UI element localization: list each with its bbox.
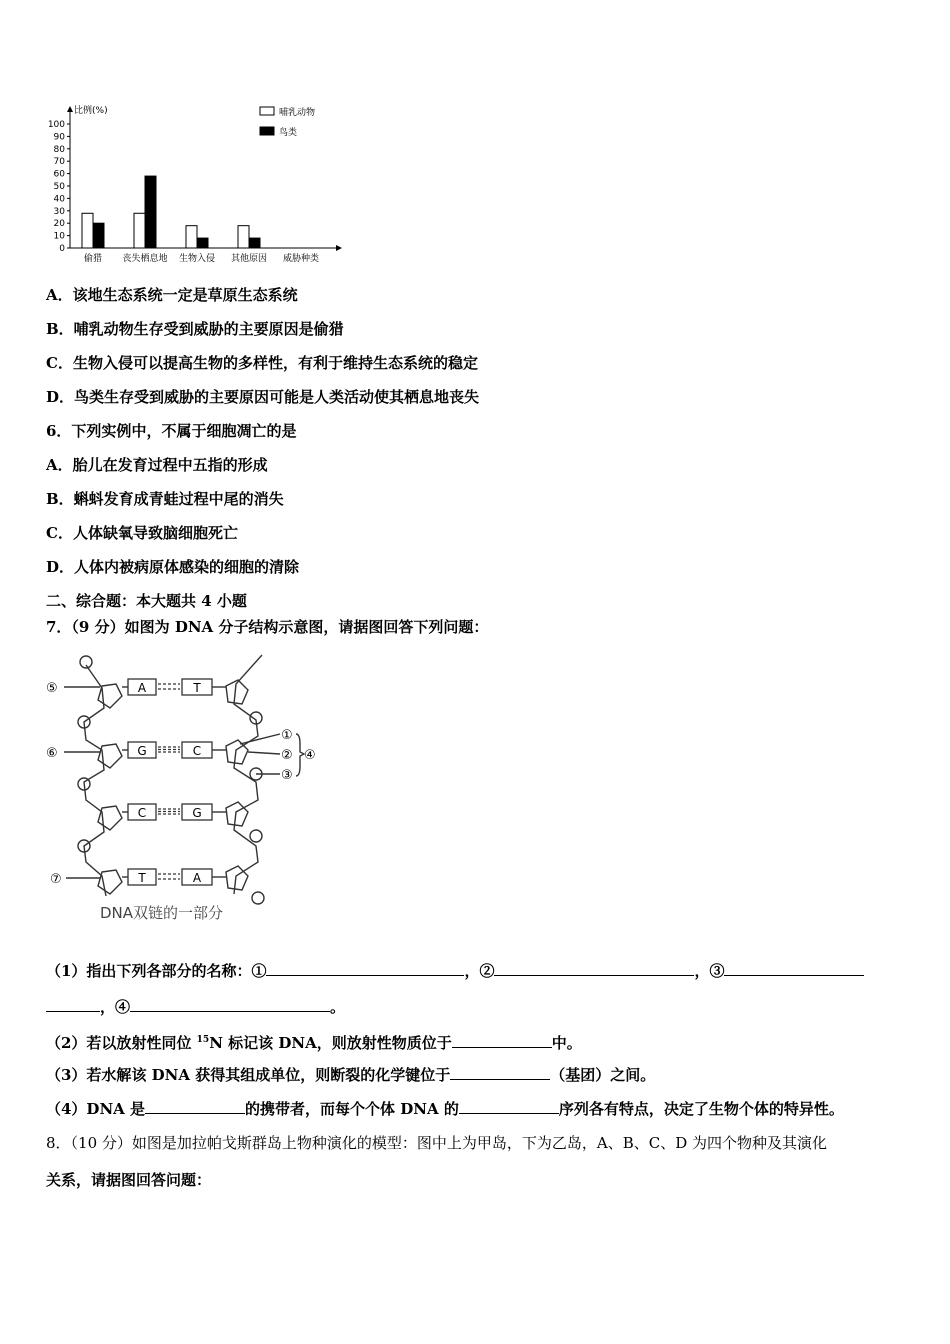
y-axis-label: 比例(%) <box>74 106 108 116</box>
q7-p1-text-b: ，② <box>464 962 495 980</box>
label-7: ⑦ <box>50 872 62 887</box>
q7-p4-text-b: 的携带者，而每个个体 DNA 的 <box>245 1100 459 1118</box>
blank-8[interactable] <box>459 1098 559 1114</box>
q7-p2-text-c: 中。 <box>551 1034 582 1052</box>
q7-part3 <box>46 1064 655 1085</box>
base-right-letter: T <box>193 681 201 695</box>
q6-option-a: A．胎儿在发育过程中五指的形成 <box>46 456 268 474</box>
q5-option-a: A．该地生态系统一定是草原生态系统 <box>46 286 298 304</box>
sugar-left-1 <box>98 684 122 708</box>
q7-p1-text-a: （1）指出下列各部分的名称：① <box>46 962 267 980</box>
base-right-letter: G <box>192 806 202 820</box>
x-category-label: 丧失栖息地 <box>122 254 168 264</box>
y-tick-label: 80 <box>53 144 65 155</box>
label-1: ① <box>281 728 293 743</box>
legend-label-bird: 鸟类 <box>279 128 298 138</box>
q5-option-d: D．鸟类生存受到威胁的主要原因可能是人类活动使其栖息地丧失 <box>46 388 480 406</box>
bar-mammal-1 <box>134 213 145 248</box>
q6-stem: 6．下列实例中，不属于细胞凋亡的是 <box>46 422 297 440</box>
label-4: ④ <box>304 748 316 763</box>
sugar-right-2 <box>226 740 248 764</box>
y-tick-label: 90 <box>53 132 65 143</box>
base-left-letter: C <box>137 806 147 820</box>
bar-bird-2 <box>197 238 208 248</box>
q7-part4 <box>46 1098 844 1119</box>
x-category-label: 其他原因 <box>230 254 268 264</box>
q7-p2-text-a: （2）若以放射性同位 <box>46 1034 197 1052</box>
y-tick-label: 20 <box>53 219 65 230</box>
dna-caption: DNA双链的一部分 <box>100 904 224 922</box>
q7-p1-text-e: 。 <box>330 998 346 1016</box>
sugar-left-2 <box>98 744 122 768</box>
q7-p3-text-a: （3）若水解该 DNA 获得其组成单位，则断裂的化学键位于 <box>46 1066 451 1084</box>
q8-stem-line2: 关系，请据图回答问题： <box>46 1171 212 1189</box>
q5-option-b: B．哺乳动物生存受到威胁的主要原因是偷猎 <box>46 320 344 338</box>
q7-stem: 7．（9 分）如图为 DNA 分子结构示意图，请据图回答下列问题： <box>46 618 489 636</box>
dna-structure-diagram <box>44 650 334 930</box>
leader-1 <box>240 734 280 744</box>
y-tick-label: 50 <box>53 182 65 192</box>
y-tick-label: 100 <box>47 120 65 130</box>
sugar-left-3 <box>98 806 122 830</box>
phosphate-right-4 <box>252 892 264 904</box>
y-tick-label: 40 <box>53 194 65 205</box>
blank-7[interactable] <box>145 1098 245 1114</box>
threat-bar-chart <box>40 100 350 270</box>
bar-bird-1 <box>145 176 156 248</box>
label-5: ⑤ <box>46 681 58 696</box>
phosphate-right-3 <box>250 830 262 842</box>
bar-mammal-3 <box>238 226 249 248</box>
base-right-letter: C <box>192 744 202 758</box>
brace-4 <box>296 734 304 776</box>
base-right-letter: A <box>192 871 202 885</box>
q6-option-d: D．人体内被病原体感染的细胞的清除 <box>46 558 300 576</box>
blank-3-cont[interactable] <box>46 996 100 1012</box>
leader-2 <box>248 752 280 754</box>
blank-4[interactable] <box>130 996 330 1012</box>
base-left-letter: T <box>138 871 146 885</box>
q7-p1-text-c: ，③ <box>694 962 725 980</box>
q5-option-c: C．生物入侵可以提高生物的多样性，有利于维持生态系统的稳定 <box>46 354 478 372</box>
q7-p2-text-b: N 标记该 DNA，则放射性物质位于 <box>209 1034 452 1052</box>
base-left-letter: G <box>137 744 147 758</box>
bar-bird-3 <box>249 238 260 248</box>
sugar-left-4 <box>98 870 122 894</box>
legend-swatch-mammal <box>260 107 274 115</box>
isotope-mass: 15 <box>196 1035 210 1045</box>
y-tick-label: 10 <box>53 231 65 242</box>
bar-mammal-2 <box>186 226 197 248</box>
label-6: ⑥ <box>46 746 58 761</box>
label-2: ② <box>281 748 293 763</box>
blank-3[interactable] <box>724 960 864 976</box>
section-heading: 二、综合题：本大题共 4 小题 <box>46 592 247 610</box>
q7-p3-text-b: （基团）之间。 <box>550 1066 656 1084</box>
y-axis-arrow <box>67 106 73 112</box>
sugar-right-3 <box>226 802 248 826</box>
q7-p4-text-c: 序列各有特点，决定了生物个体的特异性。 <box>558 1100 844 1118</box>
blank-6[interactable] <box>450 1064 550 1080</box>
q7-part1-line1 <box>46 960 864 981</box>
x-category-label: 生物入侵 <box>178 254 216 264</box>
sugar-right-4 <box>226 866 248 890</box>
y-tick-label: 60 <box>53 169 65 180</box>
q6-option-c: C．人体缺氧导致脑细胞死亡 <box>46 524 238 542</box>
q6-option-b: B．蝌蚪发育成青蛙过程中尾的消失 <box>46 490 284 508</box>
y-tick-label: 70 <box>53 157 65 168</box>
label-3: ③ <box>281 768 293 783</box>
blank-1[interactable] <box>266 960 464 976</box>
bar-bird-0 <box>93 223 104 248</box>
blank-5[interactable] <box>452 1032 552 1048</box>
q7-p1-text-d: ，④ <box>100 998 131 1016</box>
legend-swatch-bird <box>260 127 274 135</box>
legend-label-mammal: 哺乳动物 <box>279 108 316 118</box>
q7-p4-text-a: （4）DNA 是 <box>46 1100 146 1118</box>
y-tick-label: 0 <box>59 244 65 254</box>
x-category-label: 威胁种类 <box>282 254 320 264</box>
bar-mammal-0 <box>82 213 93 248</box>
base-left-letter: A <box>137 681 147 695</box>
q7-part2 <box>46 1030 582 1053</box>
q8-stem-line1: 8．（10 分）如图是加拉帕戈斯群岛上物种演化的模型：图中上为甲岛，下为乙岛，A、B、C、D 为四个物种及其演化 <box>46 1134 828 1152</box>
y-tick-label: 30 <box>53 206 65 217</box>
left-backbone <box>84 665 106 896</box>
q7-part1-line2 <box>46 996 345 1017</box>
x-category-label: 偷猎 <box>83 254 103 264</box>
blank-2[interactable] <box>494 960 694 976</box>
x-axis-arrow <box>336 245 342 251</box>
chart-axes <box>67 104 342 251</box>
